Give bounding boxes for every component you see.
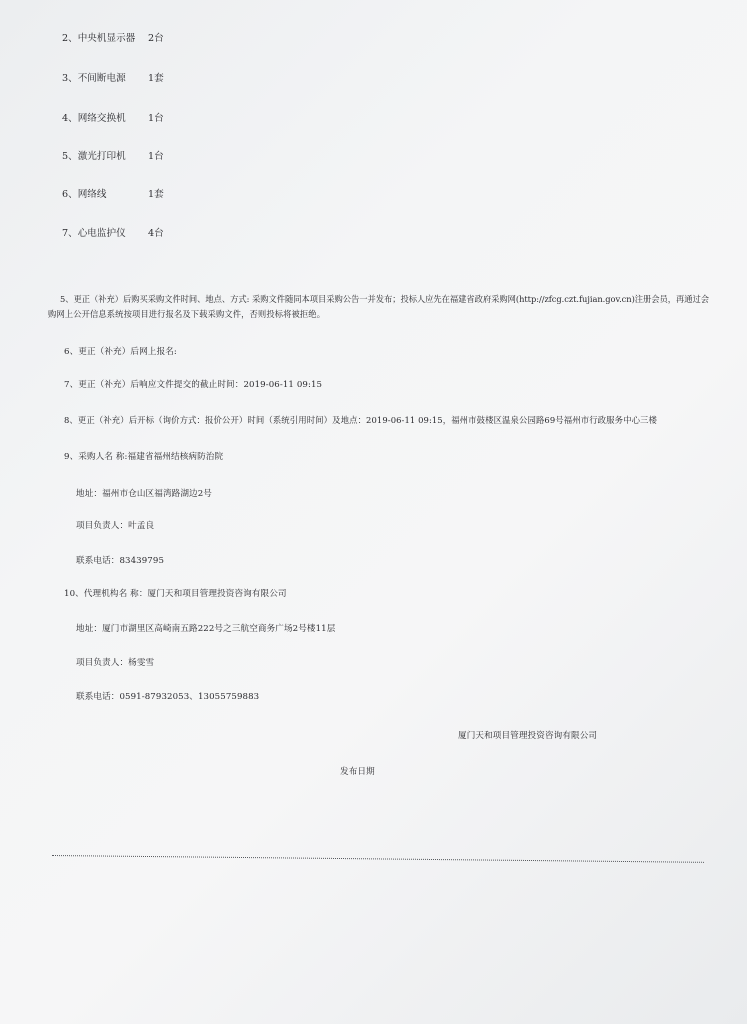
section-7-deadline: 7、更正（补充）后响应文件提交的截止时间：2019-06-11 09:15 bbox=[64, 380, 323, 390]
equipment-item bbox=[62, 186, 164, 200]
equipment-qty: 1套 bbox=[148, 73, 164, 84]
equipment-label: 7、心电监护仪 bbox=[62, 228, 126, 239]
equipment-item bbox=[62, 148, 164, 162]
equipment-qty: 1台 bbox=[148, 151, 164, 162]
section-8-opening: 8、更正（补充）后开标（询价方式：报价公开）时间（系统引用时间）及地点：2019-06-11 09:15，福州市鼓楼区温泉公园路69号福州市行政服务中心三楼 bbox=[64, 415, 657, 425]
equipment-label: 3、不间断电源 bbox=[62, 73, 126, 84]
equipment-item bbox=[62, 30, 164, 44]
equipment-label: 6、网络线 bbox=[62, 189, 107, 200]
purchaser-manager: 项目负责人：叶孟良 bbox=[76, 521, 155, 531]
equipment-label: 2、中央机显示器 bbox=[62, 33, 136, 44]
section-5-line-1: 5、更正（补充）后购买采购文件时间、地点、方式: 采购文件随同本项目采购公告一并发布；投标人应先在福建省政府采购网(http://zfcg.czt.fujian.gov.cn)注册会员，再通过会 bbox=[60, 294, 709, 304]
release-date-label: 发布日期 bbox=[340, 767, 375, 777]
equipment-label: 5、激光打印机 bbox=[62, 151, 126, 162]
agency-address: 地址：厦门市湖里区高崎南五路222号之三航空商务广场2号楼11层 bbox=[76, 624, 336, 634]
section-6-online-registration: 6、更正（补充）后网上报名: bbox=[64, 347, 177, 357]
equipment-item bbox=[62, 70, 164, 84]
equipment-qty: 1台 bbox=[148, 113, 164, 124]
equipment-item bbox=[62, 225, 164, 239]
equipment-qty: 4台 bbox=[148, 228, 164, 239]
agency-phone: 联系电话：0591-87932053、13055759883 bbox=[76, 692, 260, 702]
equipment-item bbox=[62, 110, 164, 124]
agency-heading: 10、代理机构名 称：厦门天和项目管理投资咨询有限公司 bbox=[64, 589, 287, 599]
equipment-qty: 2台 bbox=[148, 33, 164, 44]
dotted-divider bbox=[52, 855, 704, 863]
purchaser-heading: 9、采购人名 称:福建省福州结核病防治院 bbox=[64, 452, 224, 462]
purchaser-phone: 联系电话：83439795 bbox=[76, 556, 165, 566]
signature-organization: 厦门天和项目管理投资咨询有限公司 bbox=[458, 731, 598, 741]
agency-manager: 项目负责人：杨雯雪 bbox=[76, 658, 155, 668]
purchaser-address: 地址：福州市仓山区福湾路湖边2号 bbox=[76, 489, 212, 499]
section-5-line-2: 购网上公开信息系统按项目进行报名及下载采购文件，否则投标将被拒绝。 bbox=[48, 309, 326, 319]
equipment-label: 4、网络交换机 bbox=[62, 113, 126, 124]
equipment-qty: 1套 bbox=[148, 189, 164, 200]
